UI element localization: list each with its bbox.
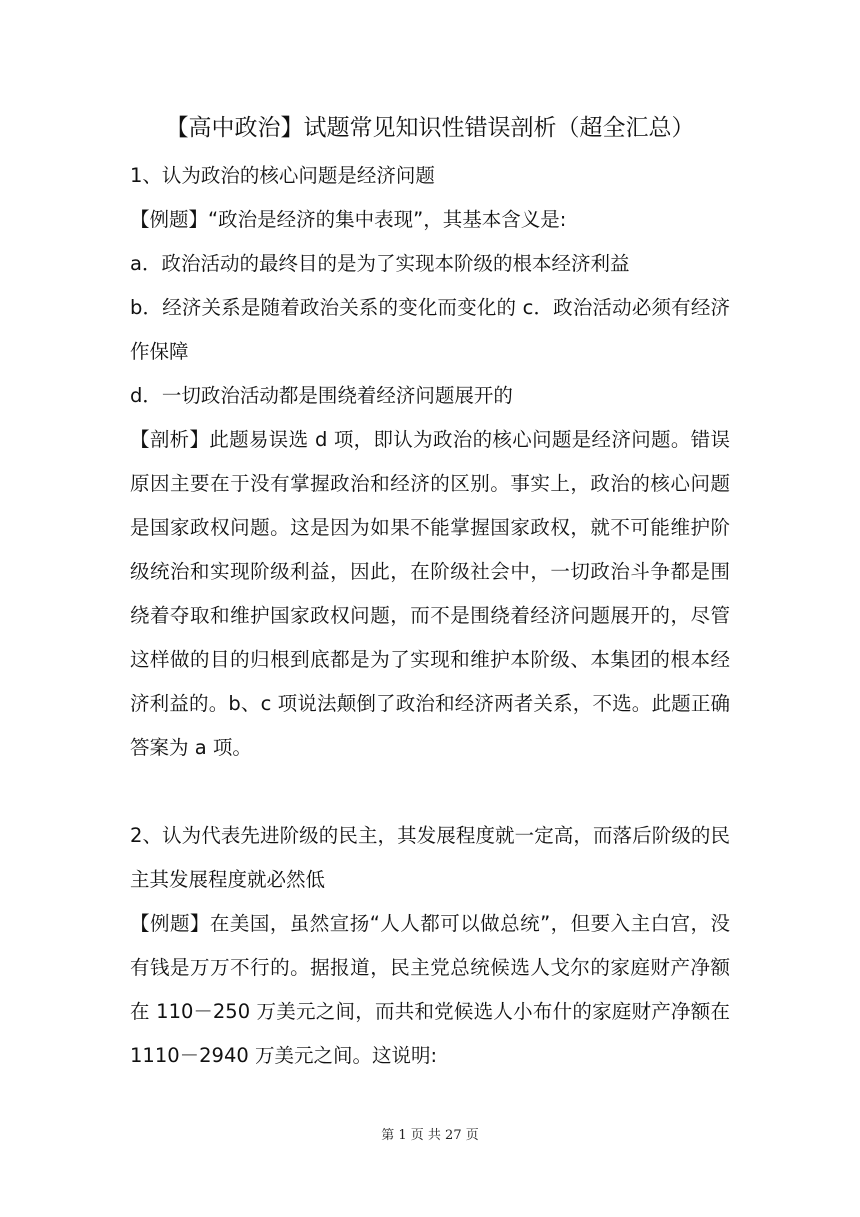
section-1-option-d: d．一切政治活动都是围绕着经济问题展开的	[130, 384, 513, 407]
document-title: 【高中政治】试题常见知识性错误剖析（超全汇总）	[165, 115, 695, 141]
section-1-heading: 1、认为政治的核心问题是经济问题	[130, 164, 435, 187]
page-footer: 第 1 页 共 27 页	[381, 1128, 479, 1143]
section-2-example: 【例题】在美国，虽然宣扬“人人都可以做总统”，但要入主白宫，没有钱是万万不行的。据报道，民主党总统候选人戈尔的家庭财产净额在 110－250 万美元之间，而共和党候选人小布什的家庭财产净额在 1110－2940 万美元之间。这说明:	[130, 912, 730, 1067]
paragraph-gap	[130, 770, 730, 814]
section-1-analysis: 【剖析】此题易误选 d 项，即认为政治的核心问题是经济问题。错误原因主要在于没有掌握政治和经济的区别。事实上，政治的核心问题是国家政权问题。这是因为如果不能掌握国家政权，就不可能维护阶级统治和实现阶级利益，因此，在阶级社会中，一切政治斗争都是围绕着夺取和维护国家政权问题，而不是围绕着经济问题展开的，尽管这样做的目的归根到底都是为了实现和维护本阶级、本集团的根本经济利益的。b、c 项说法颠倒了政治和经济两者关系，不选。此题正确答案为 a 项。	[130, 428, 730, 759]
section-2-heading: 2、认为代表先进阶级的民主，其发展程度就一定高，而落后阶级的民主其发展程度就必然低	[130, 824, 730, 891]
section-1-option-a: a．政治活动的最终目的是为了实现本阶级的根本经济利益	[130, 252, 630, 275]
section-1-option-bc: b．经济关系是随着政治关系的变化而变化的 c．政治活动必须有经济作保障	[130, 296, 730, 363]
section-1-example: 【例题】“政治是经济的集中表现”，其基本含义是:	[130, 208, 567, 231]
document-body	[130, 154, 730, 1078]
